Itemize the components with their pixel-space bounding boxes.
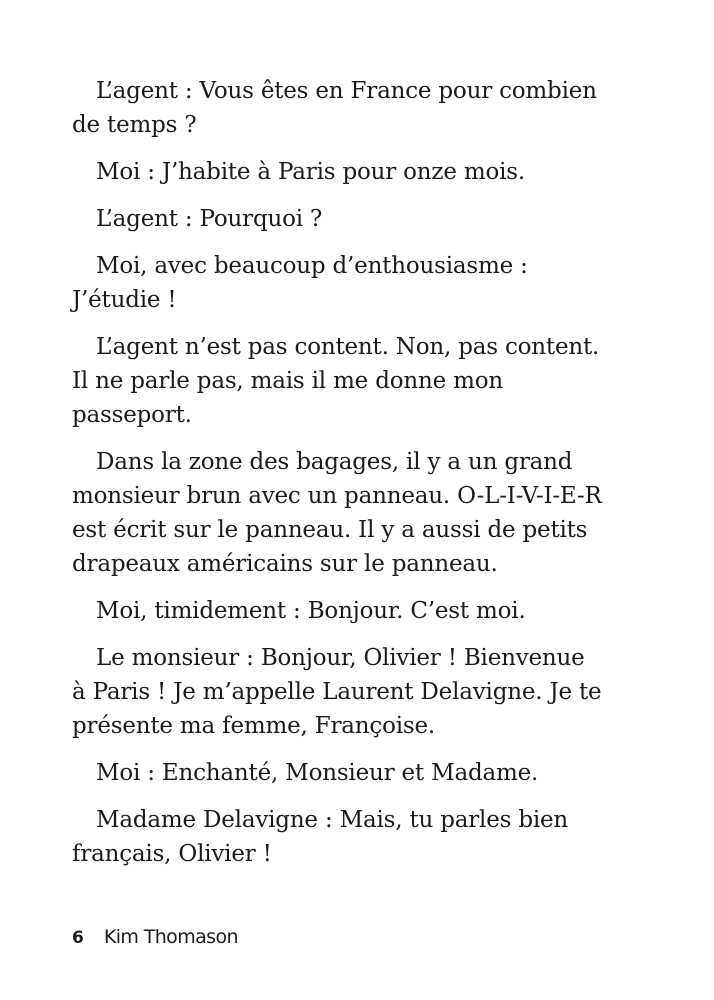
paragraph <box>72 74 632 142</box>
text-line: français, Olivier ! <box>72 841 272 867</box>
paragraph <box>72 641 632 743</box>
text-line: J’étudie ! <box>72 287 177 313</box>
text-line: Moi : Enchanté, Monsieur et Madame. <box>96 760 539 786</box>
paragraph <box>72 330 632 432</box>
text-line: Dans la zone des bagages, il y a un grand <box>96 449 573 475</box>
text-line: présente ma femme, Françoise. <box>72 713 436 739</box>
text-line: Moi, timidement : Bonjour. C’est moi. <box>96 598 526 624</box>
paragraph <box>72 249 632 317</box>
text-line: monsieur brun avec un panneau. O-L-I-V-I-E-R <box>72 483 602 509</box>
text-line: est écrit sur le panneau. Il y a aussi de petits <box>72 517 588 543</box>
text-line: Il ne parle pas, mais il me donne mon <box>72 368 503 394</box>
paragraph <box>72 202 632 236</box>
text-line: drapeaux américains sur le panneau. <box>72 551 498 577</box>
text-line: Moi : J’habite à Paris pour onze mois. <box>96 159 525 185</box>
page-footer <box>72 926 238 956</box>
text-line: passeport. <box>72 402 192 428</box>
paragraph <box>72 155 632 189</box>
text-line: à Paris ! Je m’appelle Laurent Delavigne. Je te <box>72 679 602 705</box>
text-line: de temps ? <box>72 112 197 138</box>
body-text <box>72 74 632 884</box>
author-name: Kim Thomason <box>103 926 238 948</box>
paragraph <box>72 445 632 581</box>
text-line: L’agent : Pourquoi ? <box>96 206 323 232</box>
paragraph <box>72 594 632 628</box>
text-line: Madame Delavigne : Mais, tu parles bien <box>96 807 569 833</box>
text-line: Moi, avec beaucoup d’enthousiasme : <box>96 253 528 279</box>
paragraph <box>72 756 632 790</box>
page-number: 6 <box>72 928 84 948</box>
text-line: L’agent : Vous êtes en France pour combien <box>96 78 597 104</box>
paragraph <box>72 803 632 871</box>
text-line: Le monsieur : Bonjour, Olivier ! Bienvenue <box>96 645 585 671</box>
text-line: L’agent n’est pas content. Non, pas content. <box>96 334 600 360</box>
